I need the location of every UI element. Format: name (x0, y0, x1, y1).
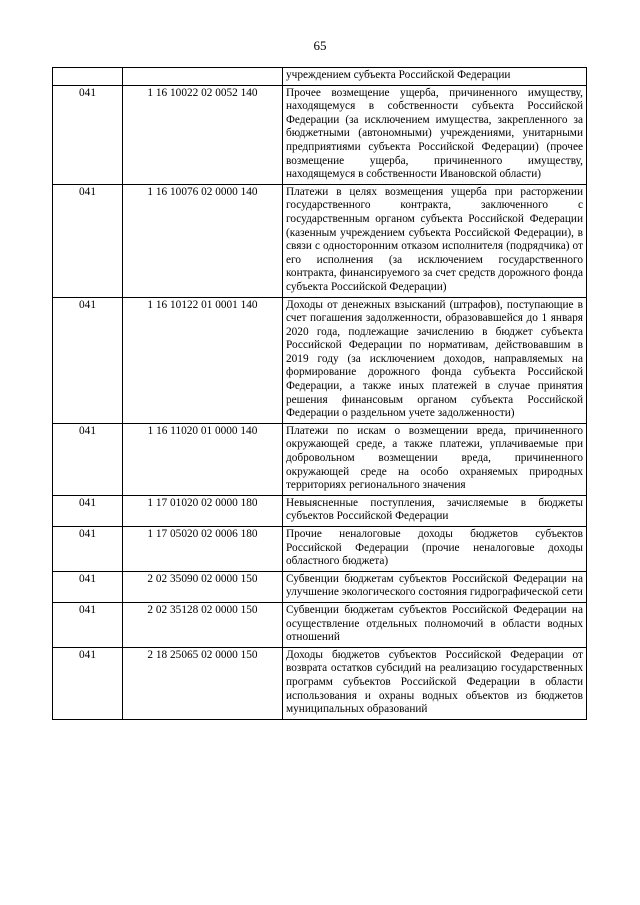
admin-code-cell: 041 (53, 527, 123, 572)
description-cell: Доходы от денежных взысканий (штрафов), поступающие в счет погашения задолженности, образовавшейся до 1 января 2020 года, подлежащие зачислению в бюджет субъекта Российской Федерации по нормативам, действовавшим в 2019 году (за исключением доходов, направляемых на формирование дорожного фонда субъекта Российской Федерации, а также иных платежей в случае принятия решения финансовым органом субъекта Российской Федерации о раздельном учете задолженности) (283, 297, 587, 423)
budget-code-cell: 1 17 01020 02 0000 180 (123, 495, 283, 526)
table-row (53, 423, 587, 495)
budget-code-cell: 1 16 11020 01 0000 140 (123, 423, 283, 495)
budget-code-cell: 1 17 05020 02 0006 180 (123, 527, 283, 572)
table-row (53, 184, 587, 297)
admin-code-cell: 041 (53, 571, 123, 602)
admin-code-cell: 041 (53, 647, 123, 719)
admin-code-cell: 041 (53, 85, 123, 184)
budget-code-cell: 2 18 25065 02 0000 150 (123, 647, 283, 719)
table-row (53, 602, 587, 647)
budget-code-cell: 2 02 35090 02 0000 150 (123, 571, 283, 602)
table-row (53, 297, 587, 423)
admin-code-cell: 041 (53, 602, 123, 647)
description-cell: Субвенции бюджетам субъектов Российской Федерации на осуществление отдельных полномочий в области водных отношений (283, 602, 587, 647)
admin-code-cell: 041 (53, 297, 123, 423)
description-cell: Субвенции бюджетам субъектов Российской Федерации на улучшение экологического состояния гидрографической сети (283, 571, 587, 602)
page-number: 65 (313, 38, 327, 53)
budget-code-cell (123, 68, 283, 86)
admin-code-cell (53, 68, 123, 86)
description-cell: учреждением субъекта Российской Федерации (283, 68, 587, 86)
description-cell: Платежи в целях возмещения ущерба при расторжении государственного контракта, заключенного с государственным органом субъекта Российской Федерации (казенным учреждением субъекта Российской Федерации), в связи с односторонним отказом исполнителя (подрядчика) от его исполнения (за исключением государственного контракта, финансируемого за счет средств дорожного фонда субъекта Российской Федерации) (283, 184, 587, 297)
table-row (53, 68, 587, 86)
description-cell: Прочие неналоговые доходы бюджетов субъектов Российской Федерации (прочие неналоговые доходы областного бюджета) (283, 527, 587, 572)
description-cell: Невыясненные поступления, зачисляемые в бюджеты субъектов Российской Федерации (283, 495, 587, 526)
admin-code-cell: 041 (53, 495, 123, 526)
table-row (53, 647, 587, 719)
table-row (53, 85, 587, 184)
description-cell: Доходы бюджетов субъектов Российской Федерации от возврата остатков субсидий на реализацию государственных программ субъектов Российской Федерации в области использования и охраны водных объектов из бюджетов муниципальных образований (283, 647, 587, 719)
budget-code-cell: 1 16 10122 01 0001 140 (123, 297, 283, 423)
description-cell: Платежи по искам о возмещении вреда, причиненного окружающей среде, а также платежи, уплачиваемые при добровольном возмещении вреда, причиненного окружающей среде на особо охраняемых природных территориях регионального значения (283, 423, 587, 495)
table-row (53, 495, 587, 526)
budget-revenue-table (52, 67, 587, 720)
table-row (53, 571, 587, 602)
budget-code-cell: 1 16 10022 02 0052 140 (123, 85, 283, 184)
description-cell: Прочее возмещение ущерба, причиненного имуществу, находящемуся в собственности субъекта Российской Федерации (за исключением имущества, закрепленного за бюджетными (автономными) учреждениями, унитарными предприятиями субъекта Российской Федерации) (прочее возмещение ущерба, причиненного имуществу, находящемуся в собственности Ивановской области) (283, 85, 587, 184)
budget-code-cell: 1 16 10076 02 0000 140 (123, 184, 283, 297)
admin-code-cell: 041 (53, 423, 123, 495)
budget-code-cell: 2 02 35128 02 0000 150 (123, 602, 283, 647)
table-row (53, 527, 587, 572)
admin-code-cell: 041 (53, 184, 123, 297)
